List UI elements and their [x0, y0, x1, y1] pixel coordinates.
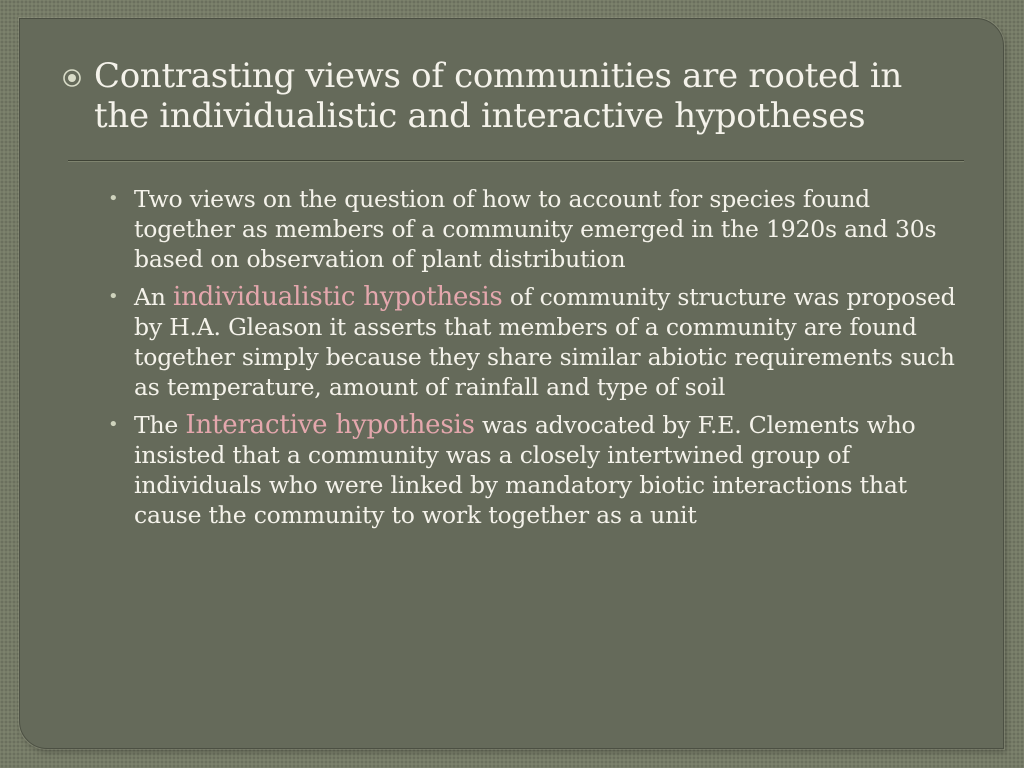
circled-dot-icon: [62, 56, 94, 88]
bullet-item-individualistic: [108, 282, 976, 402]
bullet-text: Two views on the question of how to account for species found together as members of a community emerged in the 1920s and 30s based on observation of plant distribution: [134, 185, 937, 273]
highlighted-term: individualistic hypothesis: [172, 282, 503, 312]
bullet-item-interactive: [108, 410, 976, 530]
small-dot-icon: •: [108, 286, 119, 307]
bullet-item-two-views: [108, 184, 976, 274]
highlighted-term: Interactive hypothesis: [185, 410, 475, 440]
bullet-suffix: of community structure was proposed by H.A. Gleason it asserts that members of a community are found together simply because they share similar abiotic requirements such as temperature, amount of rainfall and type of soil: [134, 283, 956, 401]
slide-title: Contrasting views of communities are rooted in the individualistic and interactive hypotheses: [94, 56, 902, 136]
bullet-suffix: was advocated by F.E. Clements who insisted that a community was a closely intertwined group of individuals who were linked by mandatory biotic interactions that cause the community to work together as a unit: [134, 411, 916, 529]
bullet-list: [108, 184, 976, 538]
slide-title-row: [62, 56, 962, 136]
bullet-prefix: An: [134, 283, 173, 311]
small-dot-icon: •: [108, 188, 119, 209]
bullet-prefix: The: [134, 411, 186, 439]
small-dot-icon: •: [108, 414, 119, 435]
title-divider: [68, 160, 964, 162]
